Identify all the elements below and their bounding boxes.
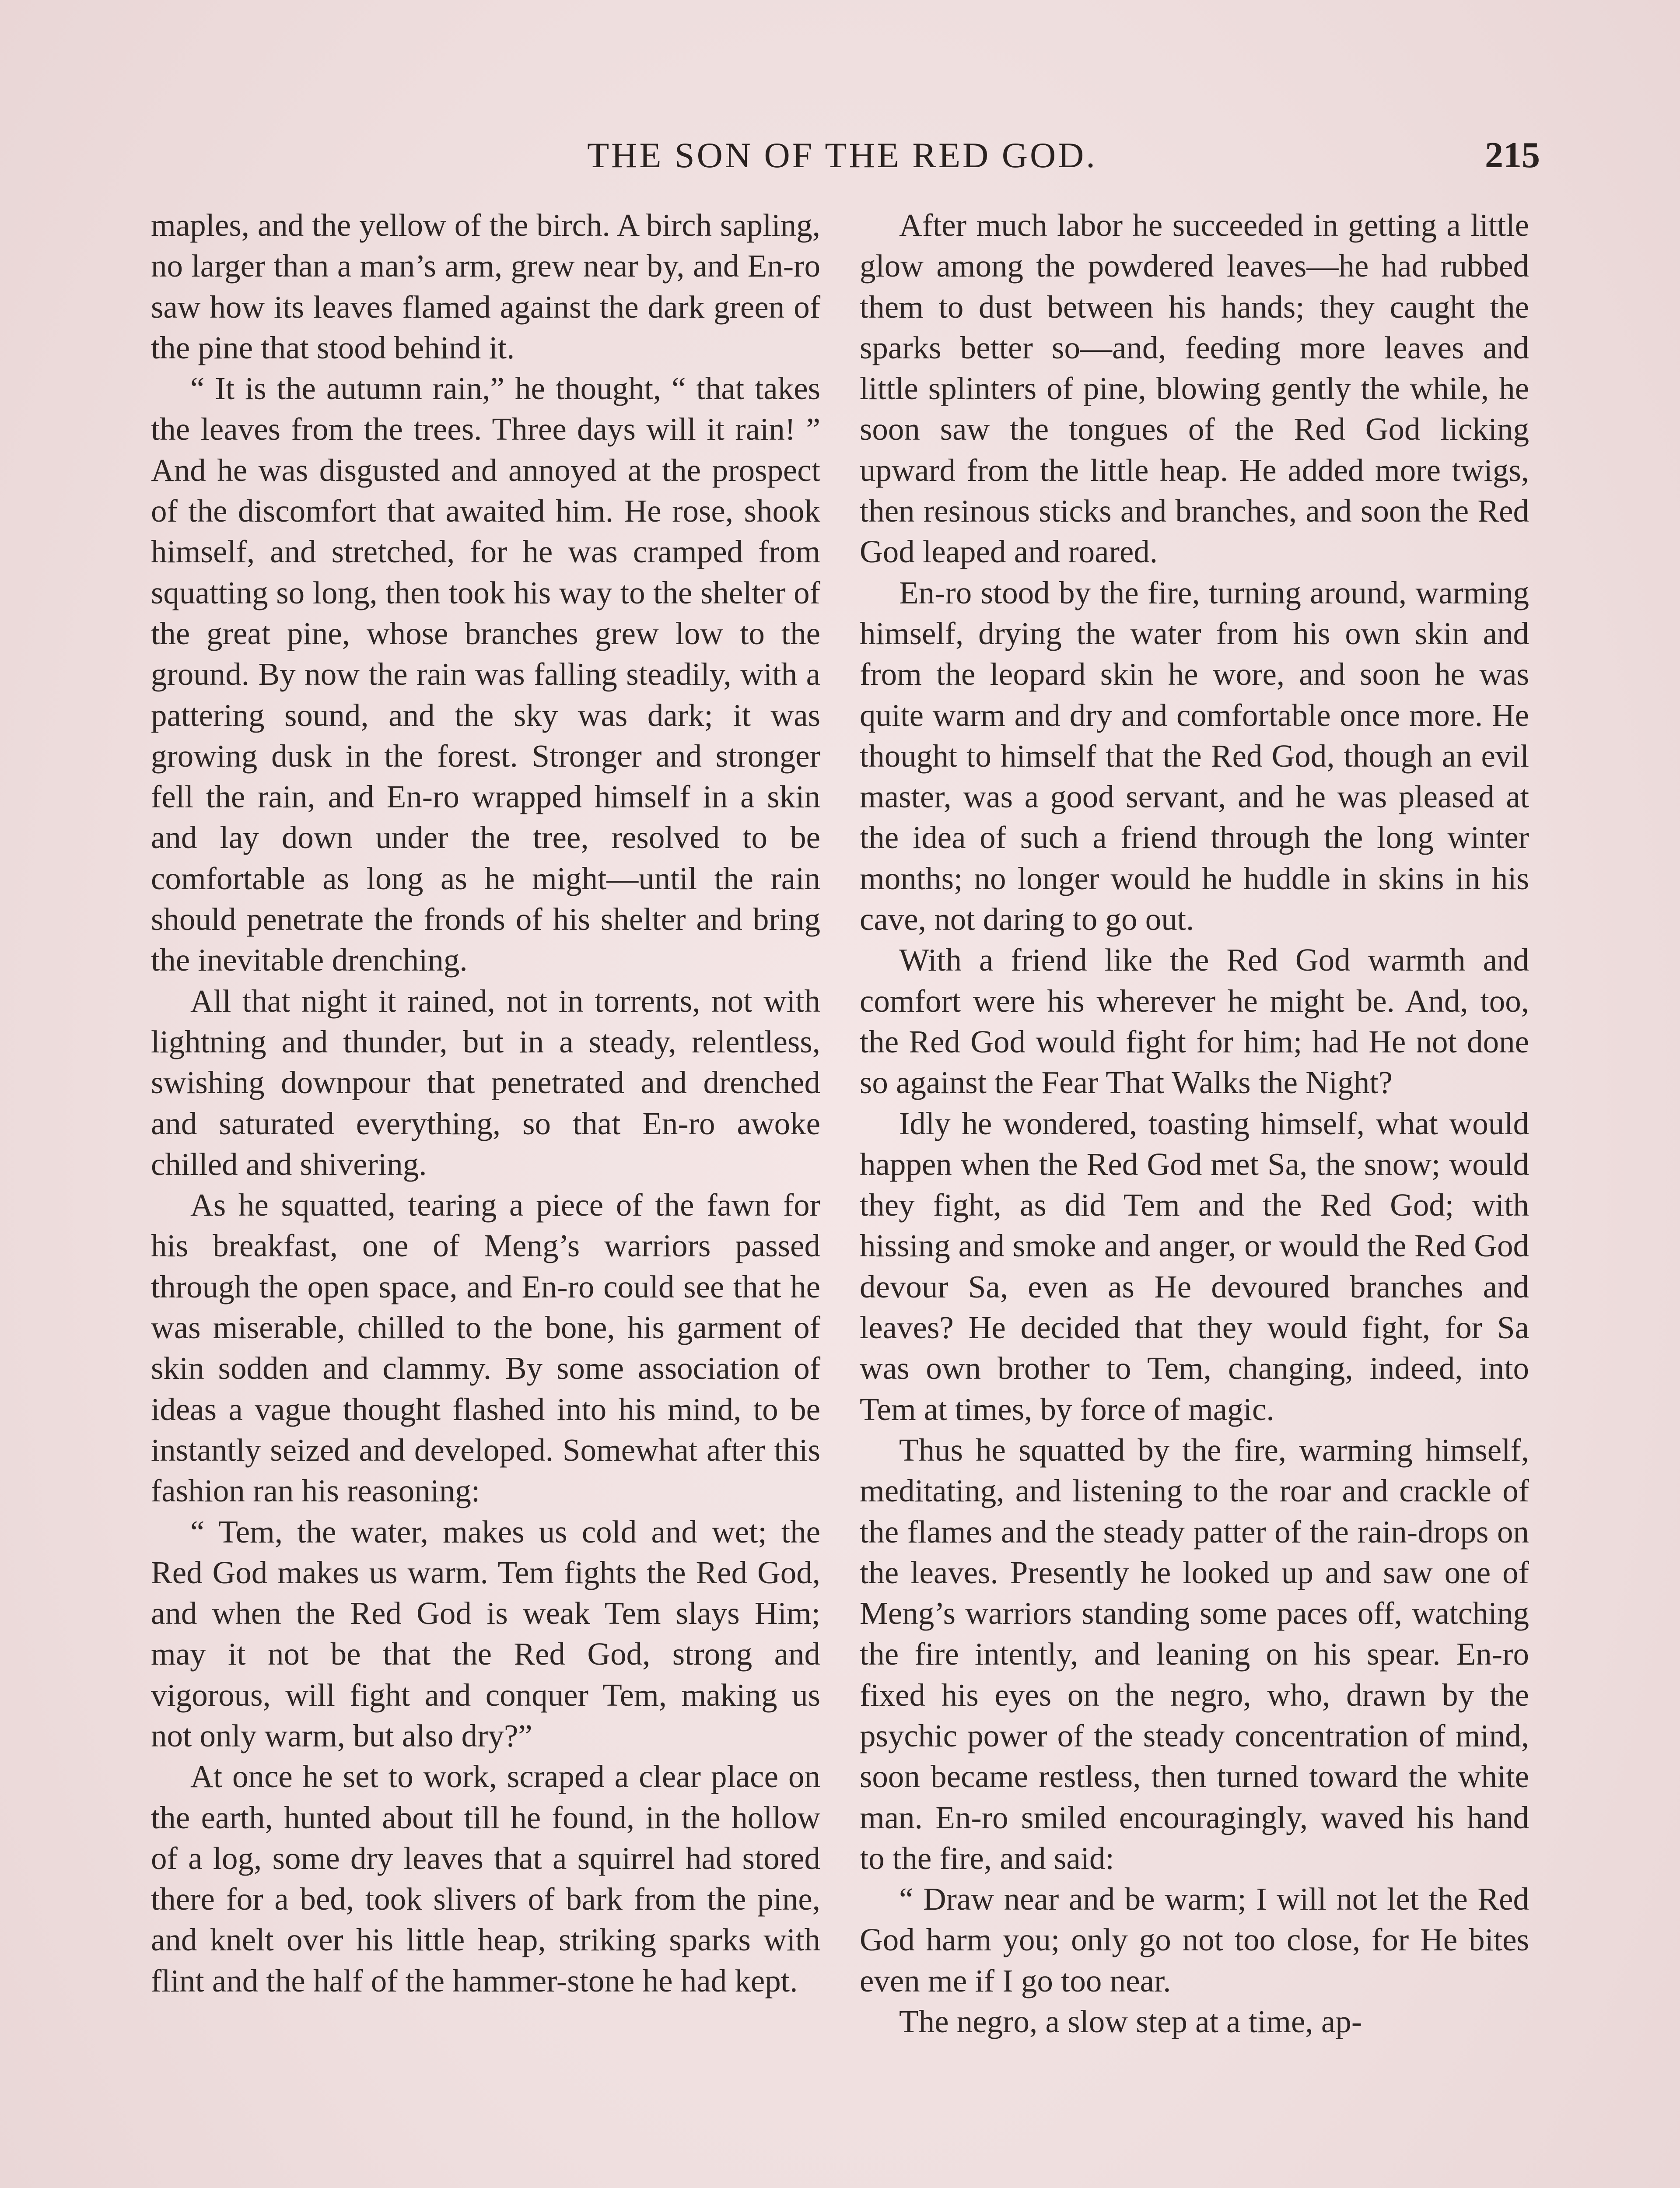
- running-title: THE SON OF THE RED GOD.: [587, 135, 1097, 175]
- paragraph: All that night it rained, not in torrents, not with lightning and thunder, but in a steady, relentless, swishing downpour that penetrated and drenched and saturated everything, so that En-ro awoke chilled and shivering.: [151, 983, 820, 1182]
- left-text-column: [151, 205, 820, 2001]
- paragraph: The negro, a slow step at a time, ap-: [899, 2004, 1362, 2040]
- paragraph: En-ro stood by the fire, turning around, warming himself, drying the water from his own skin and from the leopard skin he wore, and soon he was quite warm and dry and comfortable once more. He thought to himself that the Red God, though an evil master, was a good servant, and he was pleased at the idea of such a friend through the long winter months; no longer would he huddle in skins in his cave, not daring to go out.: [860, 575, 1529, 937]
- paragraph: As he squatted, tearing a piece of the fawn for his breakfast, one of Meng’s warriors passed through the open space, and En-ro could see that he was miserable, chilled to the bone, his garment of skin sodden and clammy. By some association of ideas a vague thought flashed into his mind, to be instantly seized and developed. Somewhat after this fashion ran his reasoning:: [151, 1187, 820, 1509]
- paragraph: Thus he squatted by the fire, warming himself, meditating, and listening to the roar and crackle of the flames and the steady patter of the rain-drops on the leaves. Presently he looked up and saw one of Meng’s warriors standing some paces off, watching the fire intently, and leaning on his spear. En-ro fixed his eyes on the negro, who, drawn by the psychic power of the steady concentration of mind, soon became restless, then turned toward the white man. En-ro smiled encouragingly, waved his hand to the fire, and said:: [860, 1432, 1529, 1876]
- paragraph: After much labor he succeeded in getting a little glow among the powdered leaves—he had rubbed them to dust between his hands; they caught the sparks better so—and, feeding more leaves and little splinters of pine, blowing gently the while, he soon saw the tongues of the Red God licking upward from the little heap. He added more twigs, then resinous sticks and branches, and soon the Red God leaped and roared.: [860, 207, 1529, 570]
- right-text-column: [860, 205, 1529, 2042]
- paragraph: “ It is the autumn rain,” he thought, “ that takes the leaves from the trees. Three days will it rain! ” And he was disgusted and annoyed at the prospect of the discomfort that awaited him. He rose, shook himself, and stretched, for he was cramped from squatting so long, then took his way to the shelter of the great pine, whose branches grew low to the ground. By now the rain was falling steadily, with a pattering sound, and the sky was dark; it was growing dusk in the forest. Stronger and stronger fell the rain, and En-ro wrapped himself in a skin and lay down under the tree, resolved to be comfortable as long as he might—until the rain should penetrate the fronds of his shelter and bring the inevitable drenching.: [151, 371, 820, 978]
- paragraph: With a friend like the Red God warmth and comfort were his wherever he might be. And, too, the Red God would fight for him; had He not done so against the Fear That Walks the Night?: [860, 942, 1529, 1101]
- page-header: [144, 131, 1540, 179]
- paragraph: “ Draw near and be warm; I will not let the Red God harm you; only go not too close, for He bites even me if I go too near.: [860, 1881, 1529, 1999]
- paragraph: At once he set to work, scraped a clear place on the earth, hunted about till he found, in the hollow of a log, some dry leaves that a squirrel had stored there for a bed, took slivers of bark from the pine, and knelt over his little heap, striking sparks with flint and the half of the hammer-stone he had kept.: [151, 1759, 820, 1999]
- paragraph: maples, and the yellow of the birch. A birch sapling, no larger than a man’s arm, grew near by, and En-ro saw how its leaves flamed against the dark green of the pine that stood behind it.: [151, 207, 820, 365]
- page-number: 215: [1485, 135, 1540, 175]
- paragraph: “ Tem, the water, makes us cold and wet; the Red God makes us warm. Tem fights the Red God, and when the Red God is weak Tem slays Him; may it not be that the Red God, strong and vigorous, will fight and conquer Tem, making us not only warm, but also dry?”: [151, 1514, 820, 1753]
- paragraph: Idly he wondered, toasting himself, what would happen when the Red God met Sa, the snow; would they fight, as did Tem and the Red God; with hissing and smoke and anger, or would the Red God devour Sa, even as He devoured branches and leaves? He decided that they would fight, for Sa was own brother to Tem, changing, indeed, into Tem at times, by force of magic.: [860, 1105, 1529, 1427]
